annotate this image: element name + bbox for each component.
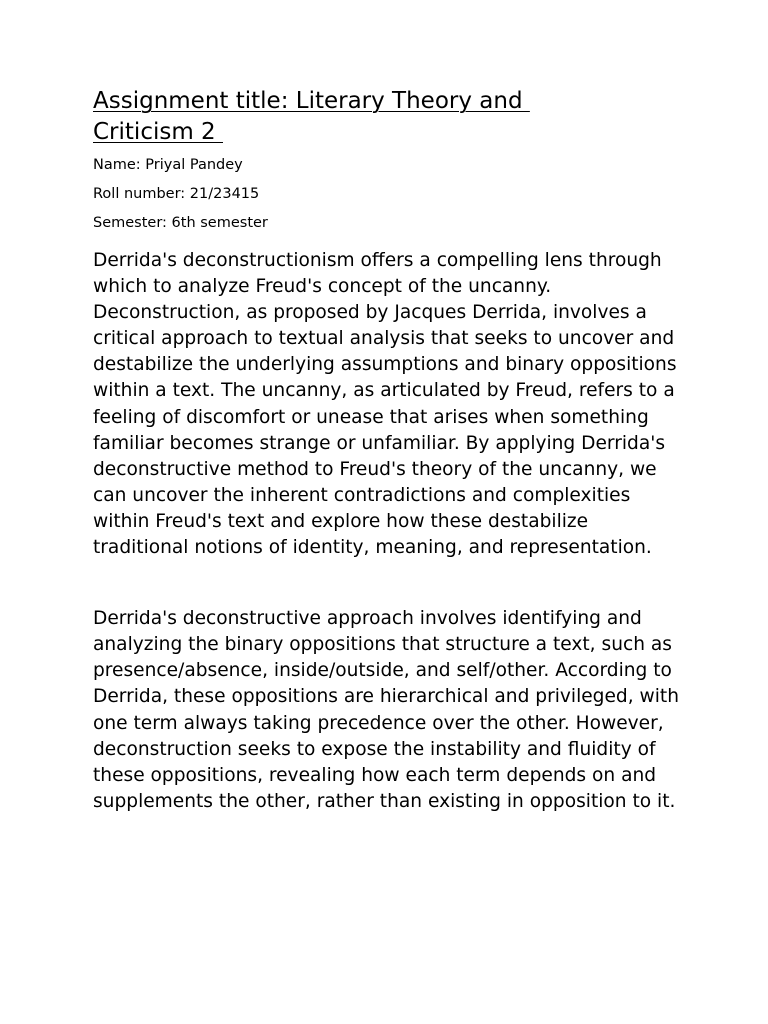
body-paragraph-2: Derrida's deconstructive approach involves identifying and analyzing the binary oppositions that structure a text, such as presence/absence, inside/outside, and self/other. According to Derrida, these oppositions are hierarchical and privileged, with one term always taking precedence over the other. However, deconstruction seeks to expose the instability and fluidity of these oppositions, revealing how each term depends on and supplements the other, rather than existing in opposition to it. [93, 608, 679, 812]
assignment-title-line-2: Criticism 2 [93, 119, 223, 145]
assignment-title-line-1: Assignment title: Literary Theory and [93, 88, 530, 114]
roll-number: Roll number: 21/23415 [93, 186, 260, 202]
semester: Semester: 6th semester [93, 215, 268, 231]
student-name: Name: Priyal Pandey [93, 157, 243, 173]
assignment-title [93, 86, 683, 148]
document-page [93, 86, 683, 815]
body-paragraph-1: Derrida's deconstructionism offers a compelling lens through which to analyze Freud's concept of the uncanny. Deconstruction, as proposed by Jacques Derrida, involves a critical approach to textual analysis that seeks to uncover and destabilize the underlying assumptions and binary oppositions within a text. The uncanny, as articulated by Freud, refers to a feeling of discomfort or unease that arises when something familiar becomes strange or unfamiliar. By applying Derrida's deconstructive method to Freud's theory of the uncanny, we can uncover the inherent contradictions and complexities within Freud's text and explore how these destabilize traditional notions of identity, meaning, and representation. [93, 250, 677, 559]
